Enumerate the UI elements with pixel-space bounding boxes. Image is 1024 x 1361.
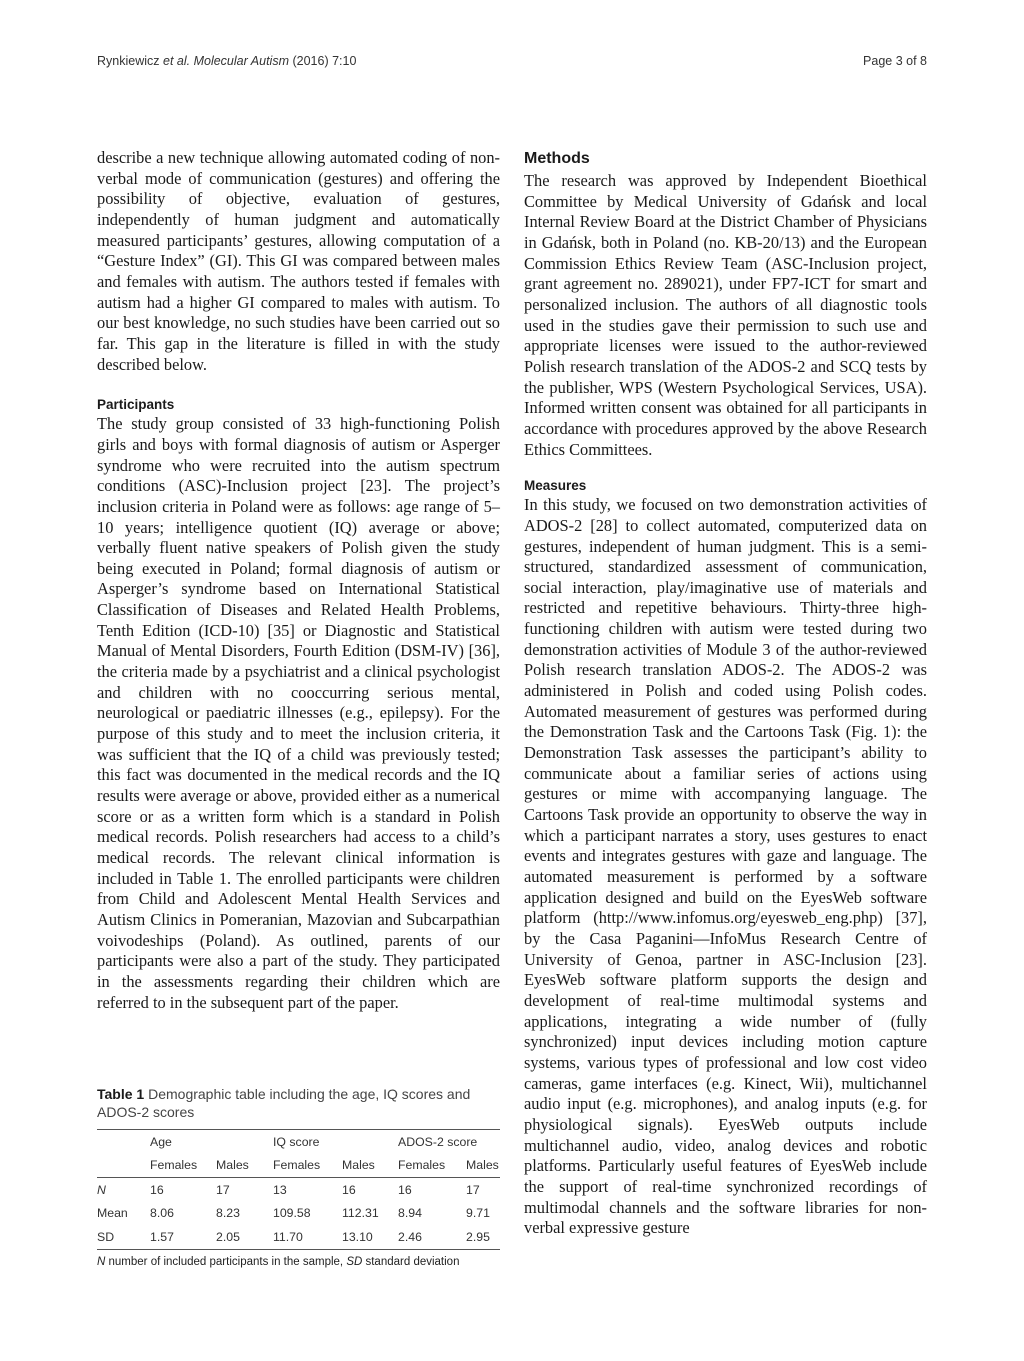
- row-label: SD: [97, 1225, 150, 1249]
- demographic-table: [97, 1129, 500, 1250]
- subheader-cell: Males: [342, 1154, 398, 1178]
- right-column: [524, 148, 927, 1239]
- table-row: [97, 1225, 500, 1249]
- header-citation: (2016) 7:10: [292, 54, 357, 68]
- group-header-age: Age: [150, 1134, 172, 1149]
- header-etal: et al.: [163, 54, 191, 68]
- table-cell: 8.23: [216, 1206, 240, 1221]
- table-subheader-row: [97, 1154, 500, 1178]
- table-caption-text: Demographic table including the age, IQ scores and ADOS-2 scores: [97, 1086, 471, 1120]
- table-cell: 13.10: [342, 1225, 398, 1249]
- header-authors: Rynkiewicz: [97, 54, 163, 68]
- subheader-cell: Males: [466, 1154, 500, 1178]
- table-cell: 17: [466, 1182, 480, 1197]
- table-cell: 9.71: [466, 1206, 490, 1221]
- table-cell: 13: [273, 1182, 287, 1197]
- footnote-n-text: number of included participants in the sample,: [105, 1255, 347, 1268]
- footnote-sd: SD: [346, 1255, 363, 1268]
- participants-heading: Participants: [97, 397, 175, 413]
- measures-heading: Measures: [524, 478, 587, 494]
- table-footnote: [97, 1256, 500, 1268]
- table-cell: 16: [150, 1182, 164, 1197]
- row-label: Mean: [97, 1206, 128, 1221]
- table-cell: 1.57: [150, 1225, 216, 1249]
- table-group-header-row: [97, 1130, 500, 1154]
- table-cell: 112.31: [342, 1206, 379, 1221]
- methods-heading: Methods: [524, 150, 590, 167]
- row-label: N: [97, 1182, 106, 1197]
- intro-paragraph: describe a new technique allowing automated coding of non-verbal mode of communication (gestures) and offering the possibility of objective, evaluation of gestures, independently of human judgment and automatically measured participants’ gestures, allowing computation of a “Gesture Index” (GI). This GI was compared between males and females with autism. The authors tested if females with autism had a higher GI compared to males with autism. To our best knowledge, no such studies have been carried out so far. This gap in the literature is filled in with the study described below.: [97, 148, 500, 374]
- table-cell: 11.70: [273, 1225, 342, 1249]
- table-cell: 2.46: [398, 1225, 466, 1249]
- table-cell: 2.05: [216, 1225, 273, 1249]
- table-row: [97, 1202, 500, 1226]
- group-header-iq: IQ score: [273, 1134, 320, 1149]
- table-cell: 2.95: [466, 1225, 500, 1249]
- table-cell: 16: [342, 1182, 356, 1197]
- table-cell: 8.06: [150, 1206, 174, 1221]
- measures-paragraph: In this study, we focused on two demonstration activities of ADOS-2 [28] to collect automated, computerized data on gestures, independent of human judgment. This is a semi-structured, standardized assessment of communication, social interaction, play/imaginative use of materials and restricted and repetitive behaviours. Thirty-three high-functioning children with autism were tested during two demonstration activities of Module 3 of the author-reviewed Polish research translation ADOS-2. The ADOS-2 was administered in Polish and coded using Polish codes. Automated measurement of gestures was performed during the Demonstration Task and the Cartoons Task (Fig. 1): the Demonstration Task assesses the participant’s ability to communicate about a familiar series of actions using gestures or mime with accompanying language. The Cartoons Task provide an opportunity to observe the way in which a participant narrates a story, uses gestures to enact events and integrates gestures with gaze and language. The automated measurement is performed by a software application designed and build on the EyesWeb software platform (http://www.infomus.org/eyesweb_eng.php) [37], by the Casa Paganini—InfoMus Research Centre of University of Genoa, partner in ASC-Inclusion [23]. EyesWeb software platform supports the design and development of real-time multimodal systems and applications, integrating a wide number of (fully synchronized) input devices including motion capture systems, various types of professional and low cost video cameras, game interfaces (e.g. Kinect, Wii), multichannel audio input (e.g. microphones), and analog inputs (e.g. for physiological signals). EyesWeb outputs include multichannel audio, video, analog devices and robotic platforms. Particularly useful features of EyesWeb include the support of real-time synchronized recordings of multimodal channels and the software libraries for non-verbal expressive gesture: [524, 495, 927, 1238]
- table-row: [97, 1178, 500, 1202]
- footnote-n: N: [97, 1255, 106, 1268]
- group-header-ados: ADOS-2 score: [398, 1134, 478, 1149]
- page-number: Page 3 of 8: [863, 54, 927, 68]
- subheader-cell: Males: [216, 1154, 273, 1178]
- table-caption-label: Table 1: [97, 1086, 145, 1102]
- footnote-sd-text: standard deviation: [362, 1255, 460, 1268]
- left-column: [97, 148, 500, 1013]
- participants-paragraph: The study group consisted of 33 high-functioning Polish girls and boys with formal diagnosis of autism or Asperger syndrome who were recruited into the autism spectrum conditions (ASC)-Inclusion project [23]. The project’s inclusion criteria in Poland were as follows: age range of 5–10 years; intelligence quotient (IQ) average or above; verbally fluent native speakers of Polish given the study being executed in Poland; formal diagnosis of autism or Asperger’s syndrome based on International Statistical Classification of Diseases and Related Health Problems, Tenth Edition (ICD-10) [35] or Diagnostic and Statistical Manual of Mental Disorders, Fourth Edition (DSM-IV) [36], the criteria made by a psychiatrist and a clinical psychologist and children with no cooccurring serious mental, neurological or paediatric illnesses (e.g., epilepsy). For the purpose of this study and to meet the inclusion criteria, it was sufficient that the IQ of a child was previously tested; this fact was documented in the medical records and the IQ results were average or above, provided either as a numerical score or as a written form which is a standard in Polish medical records. Polish researchers had access to a child’s medical records. The relevant clinical information is included in Table 1. The enrolled participants were children from Child and Adolescent Mental Health Services and Autism Clinics in Pomeranian, Mazovian and Subcarpathian voivodeships (Poland). As outlined, parents of our participants were also a part of the study. They participated in the assessments regarding their children which are referred to in the subsequent part of the paper.: [97, 414, 500, 1012]
- subheader-cell: Females: [398, 1154, 466, 1178]
- table-cell: 109.58: [273, 1206, 311, 1221]
- table-cell: 16: [398, 1182, 412, 1197]
- table-cell: 8.94: [398, 1206, 422, 1221]
- table-caption: [97, 1085, 500, 1121]
- table-cell: 17: [216, 1182, 230, 1197]
- methods-paragraph: The research was approved by Independent Bioethical Committee by Medical University of Gdańsk and local Internal Review Board at the District Chamber of Physicians in Gdańsk, both in Poland (no. KB-20/13) and the European Commission Ethics Review Team (ASC-Inclusion project, grant agreement no. 289021), under FP7-ICT for smart and personalized inclusion. The authors of all diagnostic tools used in the studies gave their permission to such use and appropriate licenses were issued to the author-reviewed Polish research translation of the ADOS-2 and SCQ tests by the publisher, WPS (Western Psychological Services, USA). Informed written consent was obtained for all participants in accordance with procedures approved by the above Research Ethics Committees.: [524, 171, 927, 459]
- running-header-left: [97, 54, 356, 68]
- header-journal: Molecular Autism: [193, 54, 289, 68]
- subheader-cell: Females: [273, 1154, 342, 1178]
- subheader-cell: Females: [150, 1154, 216, 1178]
- table-1: [97, 1085, 500, 1268]
